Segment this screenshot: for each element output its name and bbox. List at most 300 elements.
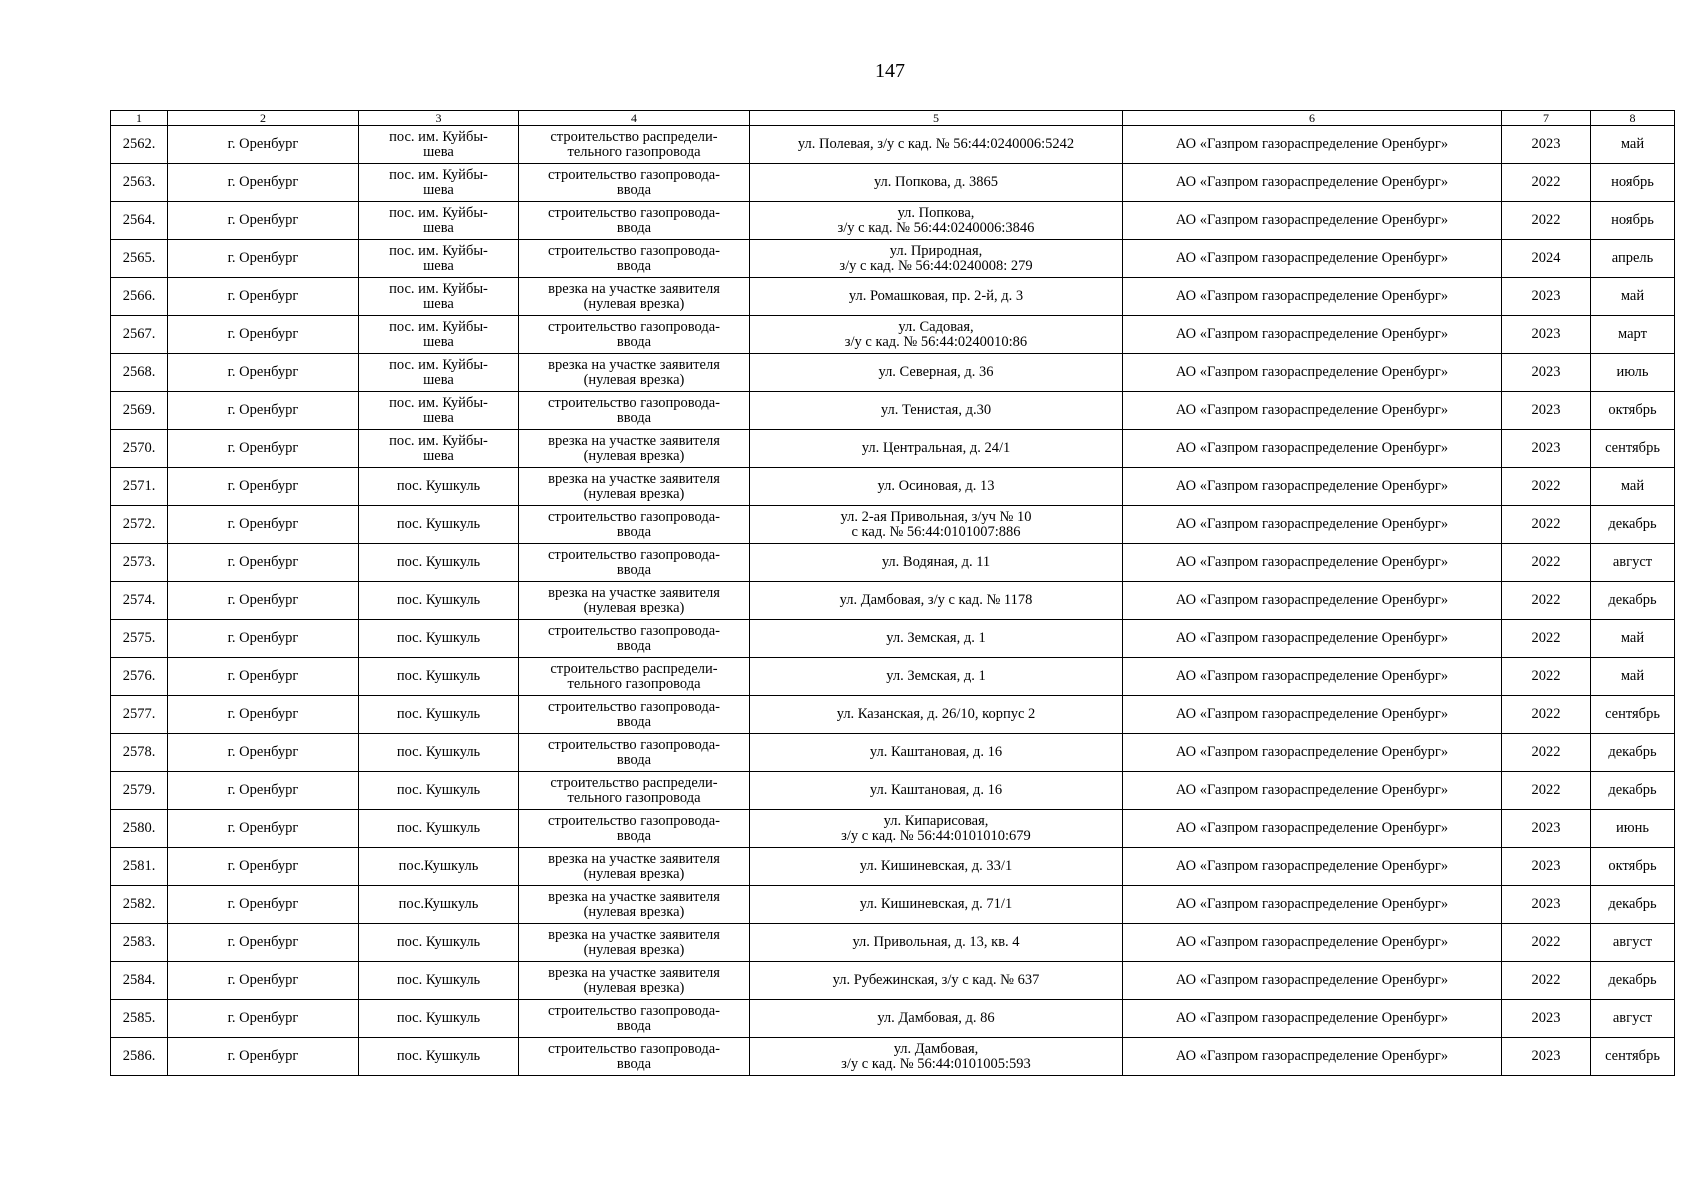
address-cell bbox=[750, 772, 1123, 810]
settlement-cell-line: пос. им. Куйбы- bbox=[389, 394, 488, 411]
row-number: 2562. bbox=[111, 126, 168, 164]
city-cell: г. Оренбург bbox=[168, 506, 359, 544]
work-type-cell bbox=[519, 848, 750, 886]
work-type-cell-line: строительство распредели- bbox=[550, 660, 718, 677]
year-cell: 2022 bbox=[1502, 468, 1591, 506]
city-cell: г. Оренбург bbox=[168, 240, 359, 278]
settlement-cell-line: шева bbox=[423, 295, 454, 312]
settlement-cell-line: шева bbox=[423, 143, 454, 160]
settlement-cell-line: пос. им. Куйбы- bbox=[389, 204, 488, 221]
row-number: 2579. bbox=[111, 772, 168, 810]
work-type-cell-line: врезка на участке заявителя bbox=[548, 470, 720, 487]
city-cell: г. Оренбург bbox=[168, 202, 359, 240]
settlement-cell-line: пос. Кушкуль bbox=[396, 516, 481, 532]
row-number: 2563. bbox=[111, 164, 168, 202]
address-cell bbox=[750, 886, 1123, 924]
work-type-cell bbox=[519, 924, 750, 962]
organization-cell: АО «Газпром газораспределение Оренбург» bbox=[1123, 392, 1502, 430]
year-cell: 2022 bbox=[1502, 620, 1591, 658]
settlement-cell bbox=[359, 1038, 519, 1076]
year-cell: 2023 bbox=[1502, 810, 1591, 848]
work-type-cell bbox=[519, 544, 750, 582]
row-number: 2572. bbox=[111, 506, 168, 544]
work-type-cell-line: врезка на участке заявителя bbox=[548, 356, 720, 373]
address-cell-line: ул. Дамбовая, д. 86 bbox=[877, 1010, 995, 1026]
month-cell: сентябрь bbox=[1591, 430, 1675, 468]
work-type-cell bbox=[519, 696, 750, 734]
settlement-cell-line: пос. Кушкуль bbox=[396, 630, 481, 646]
row-number: 2566. bbox=[111, 278, 168, 316]
month-cell: декабрь bbox=[1591, 772, 1675, 810]
work-type-cell-line: тельного газопровода bbox=[567, 143, 701, 160]
city-cell: г. Оренбург bbox=[168, 696, 359, 734]
month-cell: май bbox=[1591, 468, 1675, 506]
year-cell: 2023 bbox=[1502, 354, 1591, 392]
settlement-cell bbox=[359, 962, 519, 1000]
settlement-cell bbox=[359, 696, 519, 734]
organization-cell: АО «Газпром газораспределение Оренбург» bbox=[1123, 316, 1502, 354]
month-cell: август bbox=[1591, 1000, 1675, 1038]
work-type-cell-line: ввода bbox=[616, 523, 652, 540]
year-cell: 2022 bbox=[1502, 734, 1591, 772]
row-number: 2582. bbox=[111, 886, 168, 924]
city-cell: г. Оренбург bbox=[168, 962, 359, 1000]
address-cell-line: з/у с кад. № 56:44:0101005:593 bbox=[841, 1055, 1031, 1072]
table-row bbox=[111, 1038, 1675, 1076]
year-cell: 2022 bbox=[1502, 544, 1591, 582]
address-cell-line: ул. Дамбовая, з/у с кад. № 1178 bbox=[839, 592, 1033, 608]
work-type-cell-line: (нулевая врезка) bbox=[583, 599, 685, 616]
city-cell: г. Оренбург bbox=[168, 848, 359, 886]
month-cell: май bbox=[1591, 278, 1675, 316]
organization-cell: АО «Газпром газораспределение Оренбург» bbox=[1123, 468, 1502, 506]
column-number: 2 bbox=[168, 111, 359, 126]
address-cell bbox=[750, 202, 1123, 240]
settlement-cell bbox=[359, 506, 519, 544]
organization-cell: АО «Газпром газораспределение Оренбург» bbox=[1123, 506, 1502, 544]
settlement-cell-line: пос. им. Куйбы- bbox=[389, 318, 488, 335]
settlement-cell bbox=[359, 886, 519, 924]
settlement-cell-line: шева bbox=[423, 181, 454, 198]
month-cell: март bbox=[1591, 316, 1675, 354]
settlement-cell-line: пос. Кушкуль bbox=[396, 478, 481, 494]
table-row bbox=[111, 506, 1675, 544]
settlement-cell-line: пос. Кушкуль bbox=[396, 934, 481, 950]
page-number: 147 bbox=[875, 60, 905, 82]
work-type-cell bbox=[519, 772, 750, 810]
work-type-cell bbox=[519, 240, 750, 278]
settlement-cell-line: пос. Кушкуль bbox=[396, 1010, 481, 1026]
address-cell bbox=[750, 848, 1123, 886]
work-type-cell-line: (нулевая врезка) bbox=[583, 979, 685, 996]
row-number: 2570. bbox=[111, 430, 168, 468]
table-row bbox=[111, 696, 1675, 734]
settlement-cell-line: шева bbox=[423, 447, 454, 464]
settlement-cell bbox=[359, 202, 519, 240]
month-cell: декабрь bbox=[1591, 962, 1675, 1000]
month-cell: сентябрь bbox=[1591, 1038, 1675, 1076]
table-row bbox=[111, 658, 1675, 696]
settlement-cell-line: пос. Кушкуль bbox=[396, 782, 481, 798]
work-type-cell-line: врезка на участке заявителя bbox=[548, 926, 720, 943]
column-number-row bbox=[111, 111, 1675, 126]
organization-cell: АО «Газпром газораспределение Оренбург» bbox=[1123, 734, 1502, 772]
address-cell-line: ул. Кишиневская, д. 33/1 bbox=[859, 858, 1013, 874]
address-cell bbox=[750, 810, 1123, 848]
work-type-cell-line: врезка на участке заявителя bbox=[548, 888, 720, 905]
month-cell: декабрь bbox=[1591, 582, 1675, 620]
row-number: 2571. bbox=[111, 468, 168, 506]
work-type-cell-line: врезка на участке заявителя bbox=[548, 584, 720, 601]
settlement-cell-line: пос.Кушкуль bbox=[398, 896, 479, 912]
address-cell-line: ул. Полевая, з/у с кад. № 56:44:0240006:5242 bbox=[797, 136, 1075, 152]
settlement-cell bbox=[359, 164, 519, 202]
work-type-cell-line: строительство газопровода- bbox=[548, 736, 720, 753]
work-type-cell-line: строительство газопровода- bbox=[548, 394, 720, 411]
work-type-cell-line: (нулевая врезка) bbox=[583, 865, 685, 882]
table-row bbox=[111, 240, 1675, 278]
organization-cell: АО «Газпром газораспределение Оренбург» bbox=[1123, 164, 1502, 202]
settlement-cell bbox=[359, 354, 519, 392]
city-cell: г. Оренбург bbox=[168, 278, 359, 316]
settlement-cell bbox=[359, 658, 519, 696]
city-cell: г. Оренбург bbox=[168, 1000, 359, 1038]
work-type-cell-line: строительство газопровода- bbox=[548, 698, 720, 715]
city-cell: г. Оренбург bbox=[168, 772, 359, 810]
work-type-cell-line: врезка на участке заявителя bbox=[548, 964, 720, 981]
organization-cell: АО «Газпром газораспределение Оренбург» bbox=[1123, 848, 1502, 886]
row-number: 2577. bbox=[111, 696, 168, 734]
row-number: 2578. bbox=[111, 734, 168, 772]
work-type-cell-line: строительство газопровода- bbox=[548, 1002, 720, 1019]
address-cell bbox=[750, 240, 1123, 278]
address-cell-line: ул. Каштановая, д. 16 bbox=[869, 782, 1003, 798]
row-number: 2568. bbox=[111, 354, 168, 392]
organization-cell: АО «Газпром газораспределение Оренбург» bbox=[1123, 658, 1502, 696]
row-number: 2580. bbox=[111, 810, 168, 848]
year-cell: 2023 bbox=[1502, 126, 1591, 164]
city-cell: г. Оренбург bbox=[168, 620, 359, 658]
organization-cell: АО «Газпром газораспределение Оренбург» bbox=[1123, 772, 1502, 810]
year-cell: 2022 bbox=[1502, 202, 1591, 240]
organization-cell: АО «Газпром газораспределение Оренбург» bbox=[1123, 582, 1502, 620]
month-cell: май bbox=[1591, 658, 1675, 696]
organization-cell: АО «Газпром газораспределение Оренбург» bbox=[1123, 810, 1502, 848]
year-cell: 2024 bbox=[1502, 240, 1591, 278]
address-cell bbox=[750, 506, 1123, 544]
month-cell: ноябрь bbox=[1591, 164, 1675, 202]
address-cell-line: ул. Природная, bbox=[889, 242, 983, 259]
row-number: 2586. bbox=[111, 1038, 168, 1076]
work-type-cell-line: ввода bbox=[616, 219, 652, 236]
city-cell: г. Оренбург bbox=[168, 430, 359, 468]
work-type-cell bbox=[519, 620, 750, 658]
settlement-cell-line: пос. Кушкуль bbox=[396, 972, 481, 988]
work-type-cell-line: ввода bbox=[616, 713, 652, 730]
organization-cell: АО «Газпром газораспределение Оренбург» bbox=[1123, 962, 1502, 1000]
city-cell: г. Оренбург bbox=[168, 582, 359, 620]
city-cell: г. Оренбург bbox=[168, 316, 359, 354]
settlement-cell-line: шева bbox=[423, 333, 454, 350]
work-type-cell-line: врезка на участке заявителя bbox=[548, 850, 720, 867]
year-cell: 2023 bbox=[1502, 316, 1591, 354]
work-type-cell bbox=[519, 1038, 750, 1076]
address-cell bbox=[750, 620, 1123, 658]
work-type-cell-line: строительство распредели- bbox=[550, 774, 718, 791]
address-cell-line: з/у с кад. № 56:44:0240008: 279 bbox=[839, 257, 1033, 274]
settlement-cell bbox=[359, 430, 519, 468]
month-cell: ноябрь bbox=[1591, 202, 1675, 240]
address-cell-line: ул. Центральная, д. 24/1 bbox=[861, 440, 1011, 456]
city-cell: г. Оренбург bbox=[168, 924, 359, 962]
settlement-cell-line: пос.Кушкуль bbox=[398, 858, 479, 874]
row-number: 2565. bbox=[111, 240, 168, 278]
row-number: 2564. bbox=[111, 202, 168, 240]
address-cell bbox=[750, 354, 1123, 392]
settlement-cell bbox=[359, 544, 519, 582]
settlement-cell bbox=[359, 620, 519, 658]
address-cell-line: с кад. № 56:44:0101007:886 bbox=[851, 523, 1021, 540]
table-row bbox=[111, 354, 1675, 392]
address-cell bbox=[750, 962, 1123, 1000]
settlement-cell-line: пос. Кушкуль bbox=[396, 592, 481, 608]
month-cell: август bbox=[1591, 544, 1675, 582]
month-cell: июль bbox=[1591, 354, 1675, 392]
settlement-cell-line: пос. им. Куйбы- bbox=[389, 432, 488, 449]
table-row bbox=[111, 582, 1675, 620]
work-type-cell-line: (нулевая врезка) bbox=[583, 371, 685, 388]
settlement-cell-line: пос. им. Куйбы- bbox=[389, 356, 488, 373]
settlement-cell-line: пос. Кушкуль bbox=[396, 820, 481, 836]
work-type-cell bbox=[519, 126, 750, 164]
city-cell: г. Оренбург bbox=[168, 354, 359, 392]
settlement-cell bbox=[359, 240, 519, 278]
address-cell-line: ул. Кишиневская, д. 71/1 bbox=[859, 896, 1013, 912]
city-cell: г. Оренбург bbox=[168, 544, 359, 582]
work-type-cell-line: (нулевая врезка) bbox=[583, 941, 685, 958]
city-cell: г. Оренбург bbox=[168, 810, 359, 848]
organization-cell: АО «Газпром газораспределение Оренбург» bbox=[1123, 696, 1502, 734]
column-number: 8 bbox=[1591, 111, 1675, 126]
table-row bbox=[111, 278, 1675, 316]
work-type-cell-line: тельного газопровода bbox=[567, 675, 701, 692]
column-number: 7 bbox=[1502, 111, 1591, 126]
table-row bbox=[111, 886, 1675, 924]
organization-cell: АО «Газпром газораспределение Оренбург» bbox=[1123, 278, 1502, 316]
settlement-cell-line: шева bbox=[423, 409, 454, 426]
year-cell: 2023 bbox=[1502, 278, 1591, 316]
settlement-cell bbox=[359, 316, 519, 354]
settlement-cell bbox=[359, 772, 519, 810]
row-number: 2573. bbox=[111, 544, 168, 582]
address-cell-line: ул. Северная, д. 36 bbox=[878, 364, 994, 380]
work-type-cell-line: врезка на участке заявителя bbox=[548, 280, 720, 297]
settlement-cell-line: шева bbox=[423, 371, 454, 388]
month-cell: октябрь bbox=[1591, 848, 1675, 886]
settlement-cell-line: пос. им. Куйбы- bbox=[389, 280, 488, 297]
settlement-cell bbox=[359, 126, 519, 164]
month-cell: декабрь bbox=[1591, 734, 1675, 772]
column-number: 6 bbox=[1123, 111, 1502, 126]
address-cell-line: ул. 2-ая Привольная, з/уч № 10 bbox=[840, 508, 1032, 525]
work-type-cell-line: ввода bbox=[616, 333, 652, 350]
work-type-cell-line: ввода bbox=[616, 409, 652, 426]
address-cell bbox=[750, 164, 1123, 202]
address-cell-line: ул. Рубежинская, з/у с кад. № 637 bbox=[832, 972, 1040, 988]
address-cell-line: ул. Кипарисовая, bbox=[883, 812, 989, 829]
address-cell-line: ул. Попкова, bbox=[897, 204, 975, 221]
address-cell-line: ул. Каштановая, д. 16 bbox=[869, 744, 1003, 760]
work-type-cell bbox=[519, 658, 750, 696]
address-cell bbox=[750, 582, 1123, 620]
settlement-cell bbox=[359, 468, 519, 506]
row-number: 2567. bbox=[111, 316, 168, 354]
year-cell: 2022 bbox=[1502, 696, 1591, 734]
settlement-cell bbox=[359, 278, 519, 316]
address-cell bbox=[750, 544, 1123, 582]
address-cell-line: ул. Осиновая, д. 13 bbox=[877, 478, 995, 494]
work-type-cell-line: (нулевая врезка) bbox=[583, 485, 685, 502]
work-type-cell-line: ввода bbox=[616, 827, 652, 844]
work-type-cell bbox=[519, 392, 750, 430]
organization-cell: АО «Газпром газораспределение Оренбург» bbox=[1123, 1000, 1502, 1038]
work-type-cell bbox=[519, 430, 750, 468]
year-cell: 2023 bbox=[1502, 886, 1591, 924]
work-type-cell bbox=[519, 1000, 750, 1038]
month-cell: декабрь bbox=[1591, 506, 1675, 544]
month-cell: октябрь bbox=[1591, 392, 1675, 430]
settlement-cell-line: шева bbox=[423, 219, 454, 236]
month-cell: декабрь bbox=[1591, 886, 1675, 924]
settlement-cell bbox=[359, 848, 519, 886]
work-type-cell-line: строительство газопровода- bbox=[548, 546, 720, 563]
organization-cell: АО «Газпром газораспределение Оренбург» bbox=[1123, 354, 1502, 392]
gasification-table bbox=[110, 110, 1675, 1076]
month-cell: апрель bbox=[1591, 240, 1675, 278]
table-row bbox=[111, 962, 1675, 1000]
organization-cell: АО «Газпром газораспределение Оренбург» bbox=[1123, 240, 1502, 278]
year-cell: 2023 bbox=[1502, 430, 1591, 468]
year-cell: 2022 bbox=[1502, 962, 1591, 1000]
address-cell-line: ул. Попкова, д. 3865 bbox=[873, 174, 999, 190]
month-cell: май bbox=[1591, 126, 1675, 164]
address-cell bbox=[750, 468, 1123, 506]
address-cell bbox=[750, 430, 1123, 468]
work-type-cell-line: (нулевая врезка) bbox=[583, 447, 685, 464]
column-number: 4 bbox=[519, 111, 750, 126]
settlement-cell-line: пос. Кушкуль bbox=[396, 554, 481, 570]
column-number: 3 bbox=[359, 111, 519, 126]
work-type-cell-line: (нулевая врезка) bbox=[583, 903, 685, 920]
column-number: 5 bbox=[750, 111, 1123, 126]
settlement-cell-line: пос. им. Куйбы- bbox=[389, 128, 488, 145]
address-cell bbox=[750, 924, 1123, 962]
city-cell: г. Оренбург bbox=[168, 886, 359, 924]
work-type-cell-line: ввода bbox=[616, 637, 652, 654]
work-type-cell-line: ввода bbox=[616, 181, 652, 198]
address-cell-line: ул. Земская, д. 1 bbox=[886, 630, 986, 646]
table-row bbox=[111, 1000, 1675, 1038]
work-type-cell bbox=[519, 354, 750, 392]
table-row bbox=[111, 164, 1675, 202]
organization-cell: АО «Газпром газораспределение Оренбург» bbox=[1123, 1038, 1502, 1076]
settlement-cell bbox=[359, 734, 519, 772]
row-number: 2585. bbox=[111, 1000, 168, 1038]
address-cell bbox=[750, 696, 1123, 734]
organization-cell: АО «Газпром газораспределение Оренбург» bbox=[1123, 430, 1502, 468]
month-cell: май bbox=[1591, 620, 1675, 658]
year-cell: 2023 bbox=[1502, 1000, 1591, 1038]
table-row bbox=[111, 430, 1675, 468]
settlement-cell-line: пос. Кушкуль bbox=[396, 668, 481, 684]
table-row bbox=[111, 544, 1675, 582]
table-row bbox=[111, 316, 1675, 354]
address-cell-line: ул. Садовая, bbox=[898, 318, 974, 335]
work-type-cell-line: ввода bbox=[616, 561, 652, 578]
city-cell: г. Оренбург bbox=[168, 392, 359, 430]
organization-cell: АО «Газпром газораспределение Оренбург» bbox=[1123, 202, 1502, 240]
month-cell: июнь bbox=[1591, 810, 1675, 848]
month-cell: август bbox=[1591, 924, 1675, 962]
year-cell: 2023 bbox=[1502, 1038, 1591, 1076]
address-cell bbox=[750, 1000, 1123, 1038]
column-number: 1 bbox=[111, 111, 168, 126]
address-cell bbox=[750, 734, 1123, 772]
settlement-cell bbox=[359, 392, 519, 430]
year-cell: 2022 bbox=[1502, 658, 1591, 696]
row-number: 2581. bbox=[111, 848, 168, 886]
city-cell: г. Оренбург bbox=[168, 468, 359, 506]
work-type-cell-line: строительство газопровода- bbox=[548, 204, 720, 221]
address-cell bbox=[750, 658, 1123, 696]
work-type-cell-line: строительство газопровода- bbox=[548, 508, 720, 525]
city-cell: г. Оренбург bbox=[168, 126, 359, 164]
table-row bbox=[111, 392, 1675, 430]
row-number: 2574. bbox=[111, 582, 168, 620]
settlement-cell bbox=[359, 582, 519, 620]
address-cell-line: ул. Казанская, д. 26/10, корпус 2 bbox=[836, 706, 1036, 722]
settlement-cell-line: пос. Кушкуль bbox=[396, 1048, 481, 1064]
work-type-cell bbox=[519, 202, 750, 240]
row-number: 2583. bbox=[111, 924, 168, 962]
work-type-cell bbox=[519, 582, 750, 620]
year-cell: 2022 bbox=[1502, 582, 1591, 620]
work-type-cell-line: ввода bbox=[616, 1017, 652, 1034]
table-row bbox=[111, 620, 1675, 658]
month-cell: сентябрь bbox=[1591, 696, 1675, 734]
work-type-cell-line: строительство газопровода- bbox=[548, 812, 720, 829]
table-row bbox=[111, 848, 1675, 886]
year-cell: 2022 bbox=[1502, 924, 1591, 962]
table-row bbox=[111, 202, 1675, 240]
settlement-cell-line: пос. им. Куйбы- bbox=[389, 242, 488, 259]
settlement-cell-line: пос. Кушкуль bbox=[396, 706, 481, 722]
work-type-cell bbox=[519, 810, 750, 848]
work-type-cell-line: ввода bbox=[616, 257, 652, 274]
address-cell bbox=[750, 278, 1123, 316]
row-number: 2576. bbox=[111, 658, 168, 696]
work-type-cell-line: ввода bbox=[616, 1055, 652, 1072]
work-type-cell bbox=[519, 506, 750, 544]
work-type-cell-line: строительство газопровода- bbox=[548, 318, 720, 335]
address-cell-line: ул. Водяная, д. 11 bbox=[881, 554, 991, 570]
work-type-cell bbox=[519, 468, 750, 506]
table-row bbox=[111, 924, 1675, 962]
address-cell-line: з/у с кад. № 56:44:0240006:3846 bbox=[837, 219, 1035, 236]
work-type-cell bbox=[519, 734, 750, 772]
work-type-cell-line: врезка на участке заявителя bbox=[548, 432, 720, 449]
year-cell: 2022 bbox=[1502, 164, 1591, 202]
